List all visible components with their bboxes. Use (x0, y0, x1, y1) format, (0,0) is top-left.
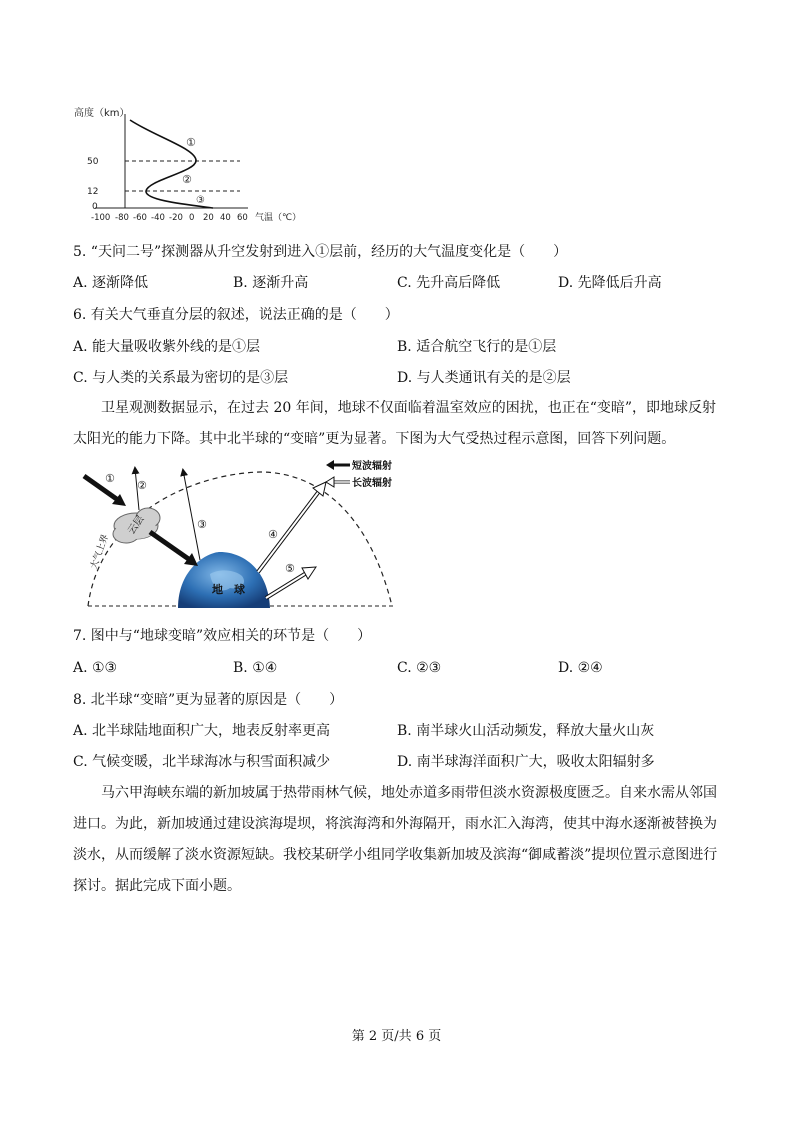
question-8-stem: 8. 北半球“变暗”更为显著的原因是（ ） (73, 692, 344, 708)
q7-option-c[interactable]: C. ②③ (397, 660, 442, 676)
q5-option-d[interactable]: D. 先降低后升高 (558, 275, 662, 291)
q8-option-b[interactable]: B. 南半球火山活动频发，释放大量火山灰 (397, 723, 655, 739)
q5-option-c[interactable]: C. 先升高后降低 (397, 275, 501, 291)
q6-option-a[interactable]: A. 能大量吸收紫外线的是①层 (73, 339, 261, 355)
q8-option-c[interactable]: C. 气候变暖，北半球海冰与积雪面积减少 (73, 754, 331, 770)
fig1-xtick: -80 (115, 213, 129, 223)
q6-option-b[interactable]: B. 适合航空飞行的是①层 (397, 339, 557, 355)
q7-option-a[interactable]: A. ①③ (73, 660, 118, 676)
fig1-xtick: -100 (91, 213, 111, 223)
cloud-label: 云层 (126, 513, 147, 537)
fig1-ytick-50: 50 (87, 157, 99, 167)
q6-option-d[interactable]: D. 与人类通讯有关的是②层 (397, 370, 571, 386)
q5-option-a[interactable]: A. 逐渐降低 (73, 275, 149, 291)
fig1-layer-3: ③ (196, 195, 205, 206)
temperature-altitude-figure (70, 100, 310, 225)
longwave-arrow-4 (258, 482, 326, 572)
fig1-xtick: -20 (169, 213, 183, 223)
atmosphere-top-label: 大气上界 (89, 533, 111, 571)
q8-option-a[interactable]: A. 北半球陆地面积广大，地表反射率更高 (73, 723, 331, 739)
fig1-xtick: -40 (151, 213, 165, 223)
atmospheric-heating-figure (70, 456, 405, 608)
marker-5: ⑤ (285, 562, 295, 575)
marker-4: ④ (268, 528, 278, 541)
fig1-xtick: 0 (189, 213, 195, 223)
question-5-stem: 5. “天问二号”探测器从升空发射到进入①层前，经历的大气温度变化是（ ） (73, 244, 568, 260)
earth-label: 地 球 (212, 583, 245, 596)
legend-shortwave-label: 短波辐射 (352, 461, 392, 472)
fig1-layer-1: ① (186, 136, 196, 149)
q7-option-b[interactable]: B. ①④ (233, 660, 278, 676)
legend-longwave-label: 长波辐射 (352, 478, 392, 489)
fig1-ylabel: 高度（km） (74, 108, 130, 119)
question-7-stem: 7. 图中与“地球变暗”效应相关的环节是（ ） (73, 628, 372, 644)
fig1-x-ticks (91, 213, 248, 223)
fig1-xtick: 60 (237, 213, 248, 223)
fig1-xtick: -60 (133, 213, 147, 223)
fig1-layer-2: ② (182, 173, 192, 186)
q5-option-b[interactable]: B. 逐渐升高 (233, 275, 309, 291)
q8-option-d[interactable]: D. 南半球海洋面积广大，吸收太阳辐射多 (397, 754, 655, 770)
marker-2: ② (137, 479, 147, 492)
legend-shortwave (326, 459, 392, 472)
marker-3: ③ (197, 518, 207, 531)
passage-earth-dimming: 卫星观测数据显示，在过去 20 年间，地球不仅面临着温室效应的困扰，也正在“变暗”，即地球反射太阳光的能力下降。其中北半球的“变暗”更为显著。下图为大气受热过程示意图，回答下列问题。 (73, 400, 717, 447)
fig1-xtick: 40 (220, 213, 231, 223)
question-6-stem: 6. 有关大气垂直分层的叙述，说法正确的是（ ） (73, 307, 399, 323)
passage-singapore: 马六甲海峡东端的新加坡属于热带雨林气候，地处赤道多雨带但淡水资源极度匮乏。自来水需从邻国进口。为此，新加坡通过建设滨海堤坝，将滨海湾和外海隔开，雨水汇入海湾，使其中海水逐渐被替换为淡水，从而缓解了淡水资源短缺。我校某研学小组同学收集新加坡及滨海“御咸蓄淡”提坝位置示意图进行探讨。据此完成下面小题。 (73, 785, 718, 894)
legend-longwave (326, 476, 392, 489)
q6-option-c[interactable]: C. 与人类的关系最为密切的是③层 (73, 370, 289, 386)
fig1-ytick-0: 0 (92, 202, 98, 212)
fig1-xunit: 气温（℃） (255, 213, 302, 223)
shortwave-arrow-to-surface (150, 532, 198, 566)
marker-1: ① (105, 472, 115, 485)
page-footer: 第 2 页/共 6 页 (351, 1029, 442, 1044)
fig1-ytick-12: 12 (87, 187, 99, 197)
fig1-xtick: 20 (203, 213, 214, 223)
q7-option-d[interactable]: D. ②④ (558, 660, 603, 676)
